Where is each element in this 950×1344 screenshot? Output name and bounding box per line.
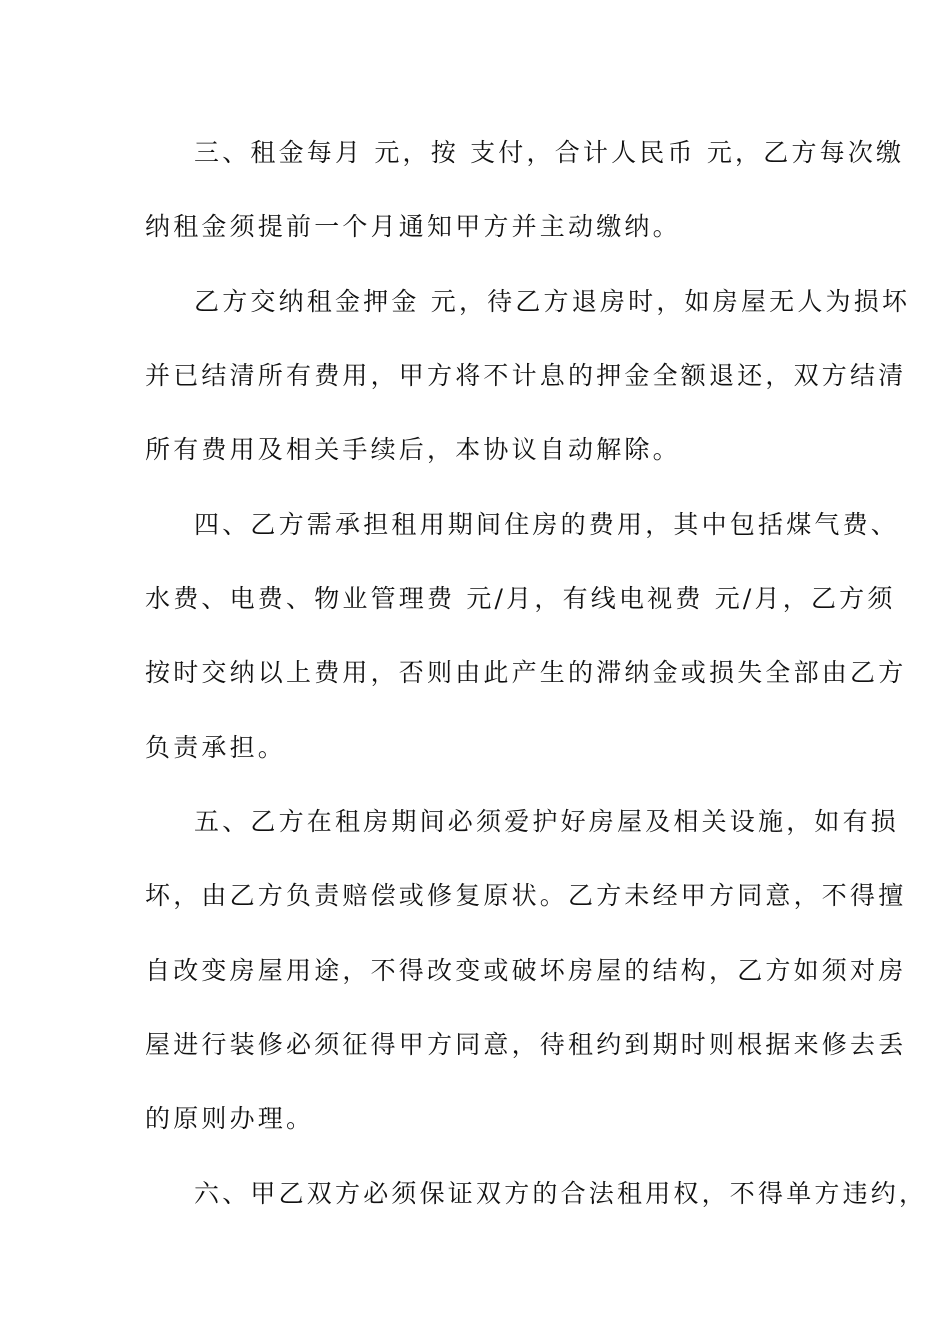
clause-4-line-4: 负责承担。 [145,733,287,762]
clause-4-line-1: 四、乙方需承担租用期间住房的费用，其中包括煤气费、 [194,510,900,539]
deposit-line-3: 所有费用及相关手续后，本协议自动解除。 [145,435,681,464]
clause-5-line-5: 的原则办理。 [145,1104,315,1133]
clause-3-line-1: 三、租金每月 元，按 支付，合计人民币 元，乙方每次缴 [194,138,905,167]
deposit-line-2: 并已结清所有费用，甲方将不计息的押金全额退还，双方结清 [145,361,907,390]
clause-5-line-2: 坏，由乙方负责赔偿或修复原状。乙方未经甲方同意，不得擅 [145,881,907,910]
clause-5-line-4: 屋进行装修必须征得甲方同意，待租约到期时则根据来修去丢 [145,1030,907,1059]
deposit-line-1: 乙方交纳租金押金 元，待乙方退房时，如房屋无人为损坏 [194,287,911,316]
clause-5-line-1: 五、乙方在租房期间必须爱护好房屋及相关设施，如有损 [194,807,900,836]
clause-3-line-2: 纳租金须提前一个月通知甲方并主动缴纳。 [145,212,681,241]
clause-5-line-3: 自改变房屋用途，不得改变或破坏房屋的结构，乙方如须对房 [145,956,907,985]
clause-4-line-3: 按时交纳以上费用，否则由此产生的滞纳金或损失全部由乙方 [145,658,907,687]
clause-4-line-2: 水费、电费、物业管理费 元/月，有线电视费 元/月，乙方须 [145,584,896,613]
clause-6-line-1: 六、甲乙双方必须保证双方的合法租用权，不得单方违约， [194,1179,928,1208]
